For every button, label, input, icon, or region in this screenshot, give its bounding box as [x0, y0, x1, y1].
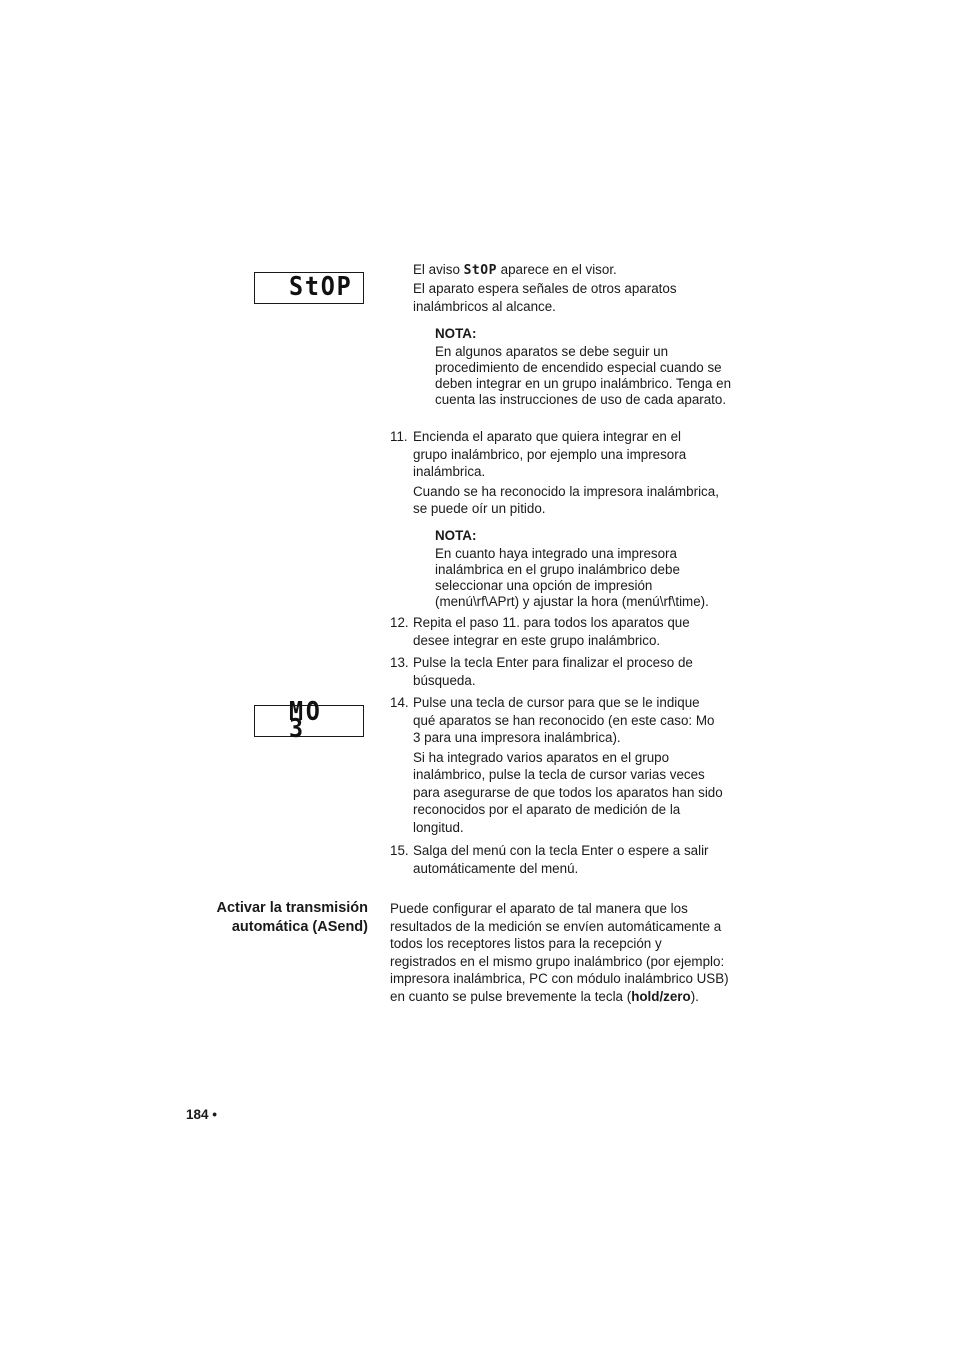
inline-stop-display: StOP: [463, 263, 497, 278]
step-11: [390, 428, 735, 520]
step-14-extra: Si ha integrado varios aparatos en el grupo inalámbrico, pulse la tecla de cursor varias veces para asegurarse de que todos los aparatos han sido reconocidos por el aparato de medición de la longitud.: [413, 749, 723, 835]
intro-line-1: [413, 261, 743, 280]
section-heading-line-1: Activar la transmisión: [216, 900, 368, 916]
step-14-number: 14.: [390, 695, 409, 710]
note-2-title: NOTA:: [435, 528, 477, 543]
section-body-end: ).: [690, 988, 699, 1004]
note-1-text: En algunos aparatos se debe seguir un procedimiento de encendido especial cuando se deben integrar en un grupo inalámbrico. Tenga en cuenta las instrucciones de uso de cada aparato.: [435, 344, 732, 407]
step-15: [390, 842, 735, 879]
step-11-text: Encienda el aparato que quiera integrar en el grupo inalámbrico, por ejemplo una impresora inalámbrica.: [413, 429, 687, 479]
note-1: [435, 326, 735, 408]
step-12-text: Repita el paso 11. para todos los aparatos que desee integrar en este grupo inalámbrico.: [413, 615, 690, 648]
step-15-number: 15.: [390, 843, 409, 858]
lcd-display-mo3-text: MO 3: [289, 696, 323, 744]
intro-suffix: aparece en el visor.: [496, 262, 617, 277]
step-11-number: 11.: [390, 429, 408, 444]
intro-line-2: El aparato espera señales de otros aparatos inalámbricos al alcance.: [413, 281, 677, 314]
page-number: 184 •: [186, 1107, 218, 1122]
section-heading: [160, 899, 368, 937]
step-13-text: Pulse la tecla Enter para finalizar el proceso de búsqueda.: [413, 655, 693, 688]
step-13-number: 13.: [390, 655, 409, 670]
section-heading-line-2: automática (ASend): [231, 919, 368, 935]
section-body-text: Puede configurar el aparato de tal manera que los resultados de la medición se envíen automáticamente a todos los receptores listos para la recepción y registrados en el mismo grupo inalámbrico (por ejemplo: impresora inalámbrica, PC con módulo inalámbrico USB) en cuanto se pulse brevemente la tecla (: [390, 901, 729, 1004]
lcd-display-stop: [254, 272, 364, 304]
step-14: [390, 694, 735, 838]
step-12-number: 12.: [390, 615, 409, 630]
note-2: [435, 528, 735, 610]
lcd-display-stop-text: StOP: [289, 272, 353, 303]
step-14-text: Pulse una tecla de cursor para que se le indique qué aparatos se han reconocido (en este caso: Mo 3 para una impresora inalámbrica).: [413, 695, 715, 745]
step-13: [390, 654, 735, 691]
section-body-key: hold/zero: [631, 988, 691, 1004]
step-15-text: Salga del menú con la tecla Enter o espere a salir automáticamente del menú.: [413, 843, 709, 876]
step-11-extra: Cuando se ha reconocido la impresora inalámbrica, se puede oír un pitido.: [413, 483, 719, 516]
note-1-title: NOTA:: [435, 326, 477, 341]
intro-prefix: El aviso: [413, 262, 464, 277]
note-2-text: En cuanto haya integrado una impresora inalámbrica en el grupo inalámbrico debe seleccionar una opción de impresión (menú\rf\APrt) y ajustar la hora (menú\rf\time).: [435, 546, 709, 609]
section-body: [390, 900, 730, 1005]
step-12: [390, 614, 735, 651]
lcd-display-mo3: [254, 696, 364, 744]
